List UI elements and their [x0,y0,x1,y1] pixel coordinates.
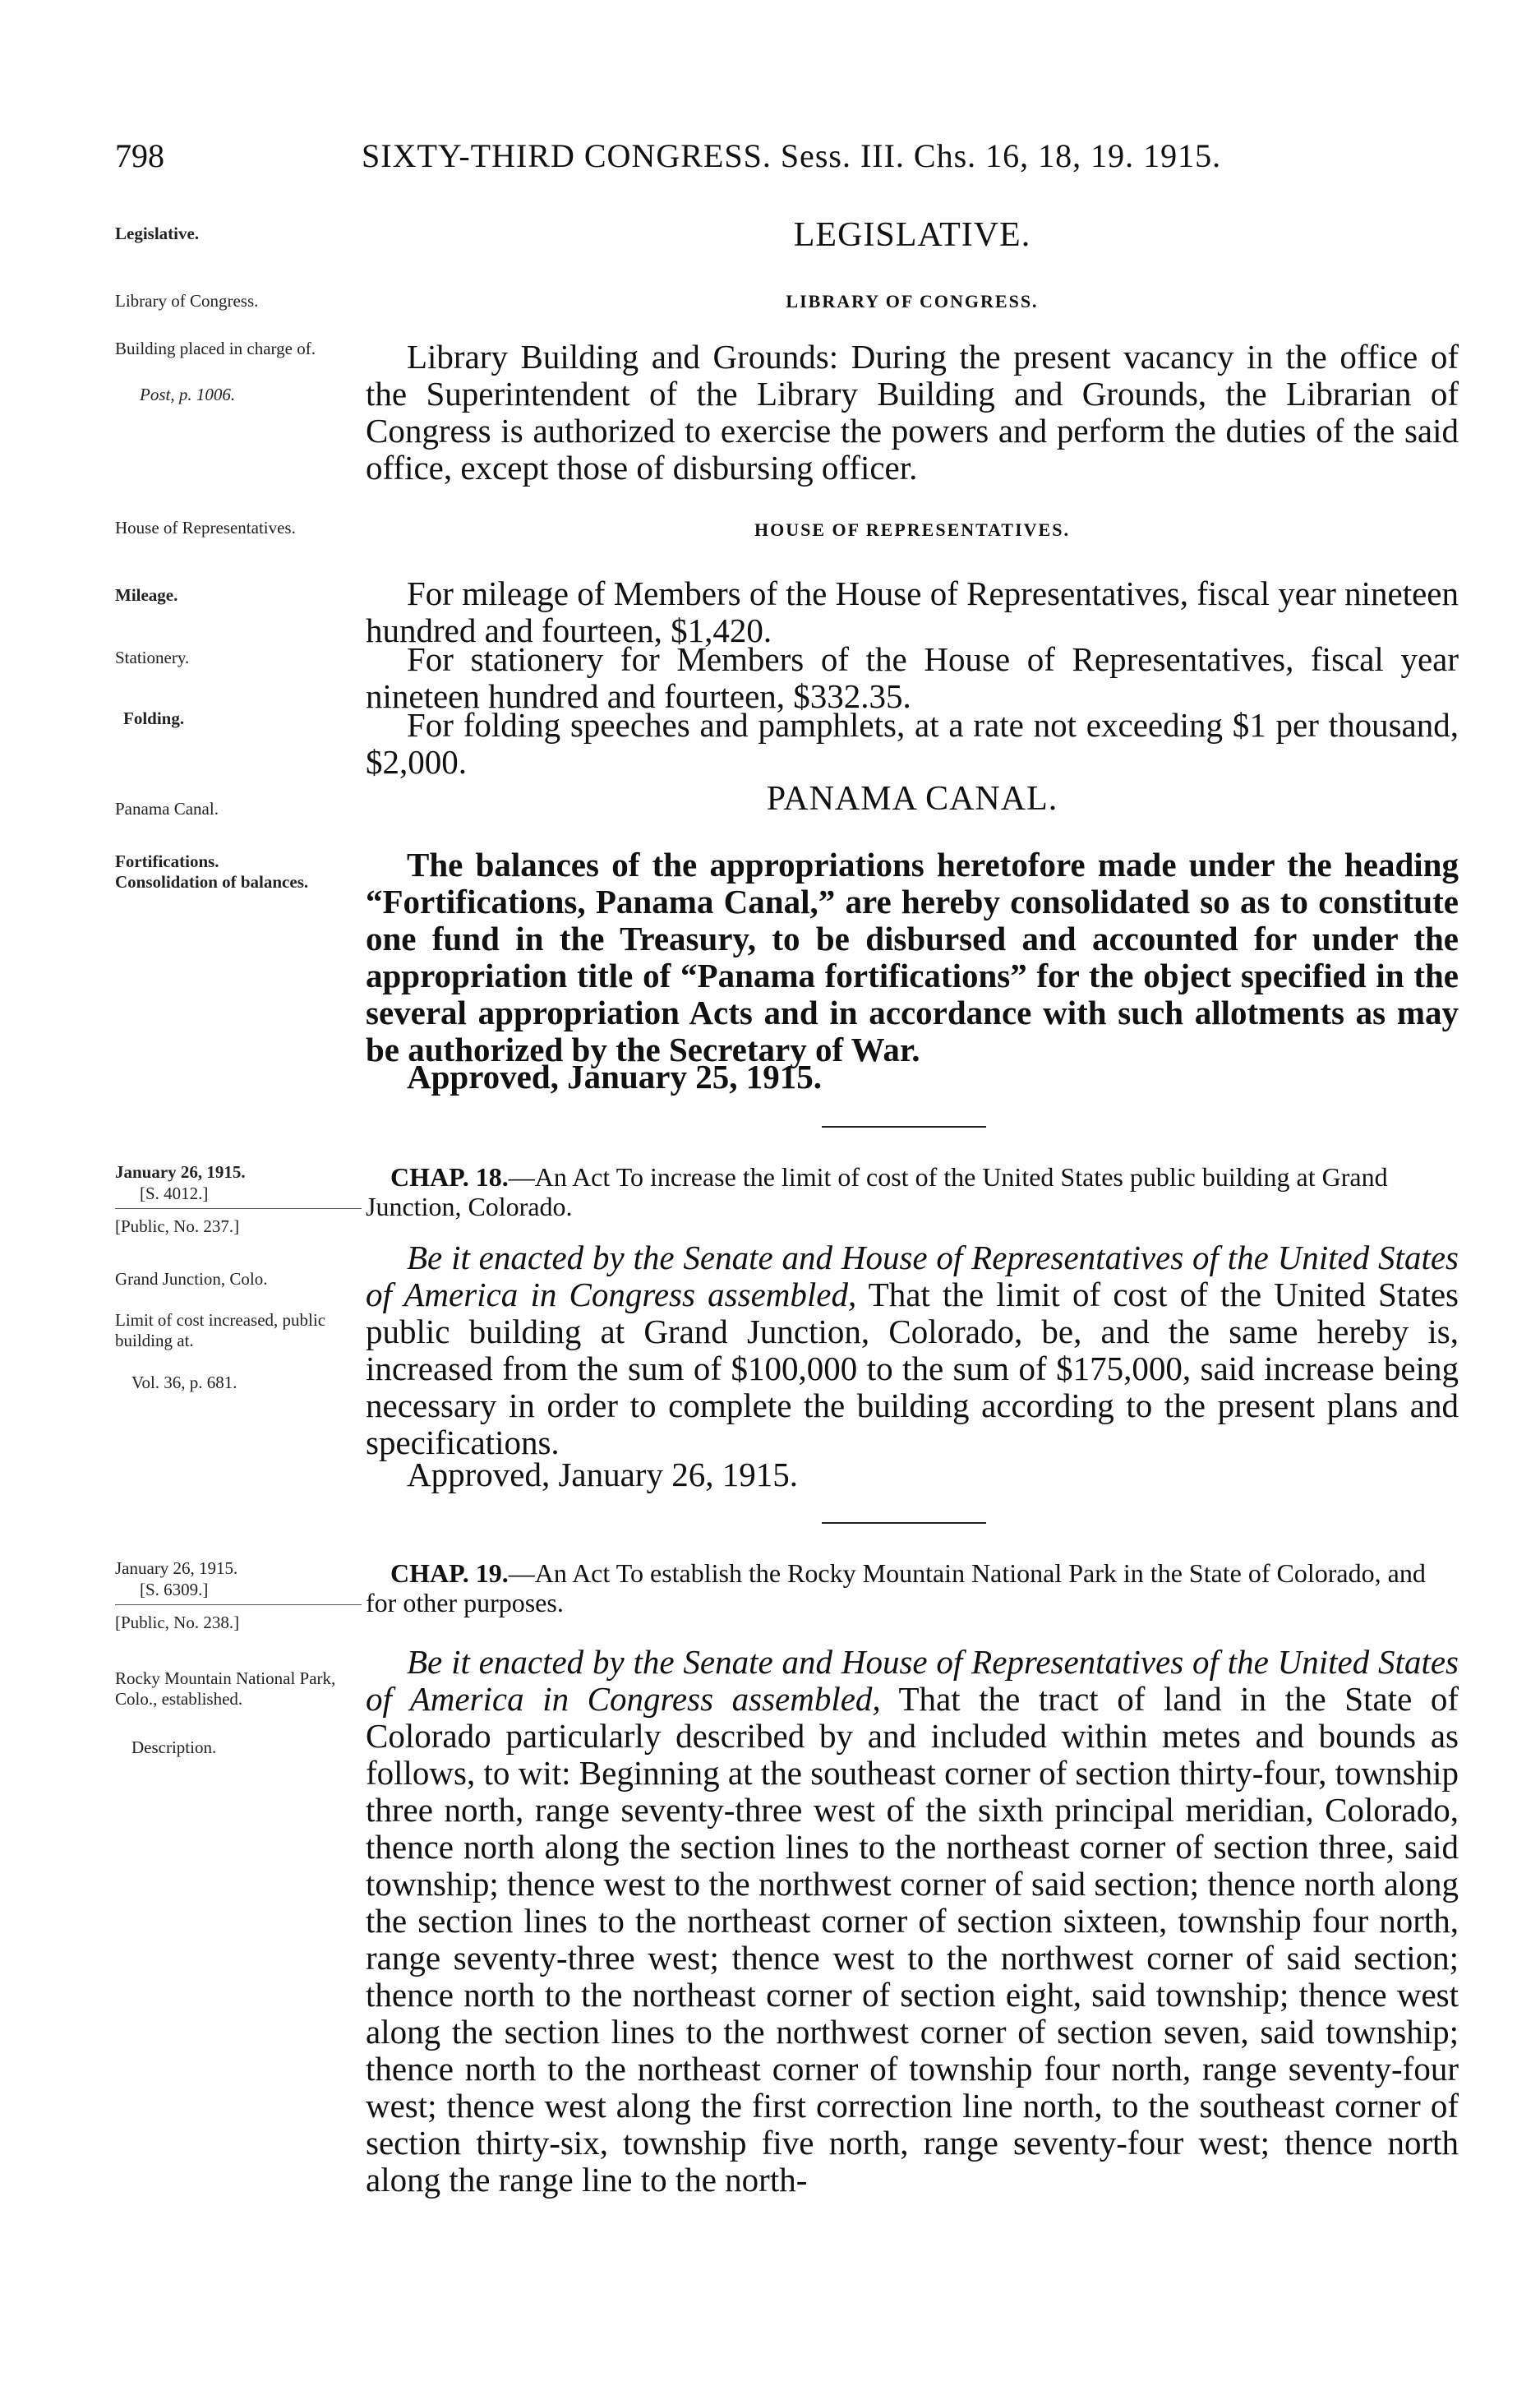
page-number: 798 [115,137,164,174]
heading-library-of-congress: LIBRARY OF CONGRESS. [786,291,1039,311]
margin-note-ch19-bill: [S. 6309.] [140,1580,209,1599]
chapter-18-title [366,1162,1459,1221]
margin-note-ch19-topic: Rocky Mountain National Park, Colo., established. [115,1668,336,1709]
paragraph-folding: For folding speeches and pamphlets, at a rate not exceeding $1 per thousand, $2,000. [366,706,1459,781]
margin-note-fortifications: Fortifications. [115,851,219,871]
margin-note-building-ref: Post, p. 1006. [140,385,236,404]
approved-line: Approved, January 25, 1915. [407,1058,822,1096]
chapter-19-label: CHAP. 19. [390,1558,509,1588]
enacting-clause: Be it enacted by the Senate and House of Representatives of the United States of America in Congress assembled, [366,1643,1459,1718]
margin-note-stationery: Stationery. [115,648,190,667]
margin-note-folding: Folding. [123,708,185,728]
enacting-clause: Be it enacted by the Senate and House of Representatives of the United States of America in Congress assembled, [366,1239,1459,1313]
running-title: SIXTY-THIRD CONGRESS. Sess. III. Chs. 16, 18, 19. 1915. [362,137,1222,174]
chapter-19-title [366,1558,1459,1617]
margin-note-ch19-public: [Public, No. 238.] [115,1613,240,1632]
paragraph-mileage: For mileage of Members of the House of Representatives, fiscal year nineteen hundred and fourteen, $1,420. [366,574,1459,649]
margin-note-ch19-desc: Description. [131,1737,217,1757]
margin-note-ch18-limit: Limit of cost increased, public building at. [115,1310,326,1350]
chapter-18-body [366,1239,1459,1461]
heading-legislative: LEGISLATIVE. [793,216,1031,254]
margin-note-panama: Panama Canal. [115,799,219,819]
margin-note-ch18-public: [Public, No. 237.] [115,1216,240,1236]
margin-note-library: Library of Congress. [115,291,259,311]
margin-rule [115,1208,362,1209]
heading-panama-canal: PANAMA CANAL. [766,780,1058,818]
paragraph-panama: The balances of the appropriations heretofore made under the heading “Fortifications, Panama Canal,” are hereby consolidated so as to constitute one fund in the Treasury, to be disbursed and accounted for under the appropriation title of “Panama fortifications” for the object specified in the several appropriation Acts and in accordance with such allotments as may be authorized by the Secretary of War. [366,846,1459,1068]
chapter-19-body [366,1644,1459,2199]
chapter-18-text: That the limit of cost of the United States public building at Grand Junction, Colorado, be, and the same hereby is, increased from the sum of $100,000 to the sum of $175,000, said increase being necessary in order to complete the building according to the present plans and specifications. [366,1276,1459,1461]
chapter-18-title-text: —An Act To increase the limit of cost of the United States public building at Grand Junction, Colorado. [366,1162,1388,1221]
section-divider [822,1522,986,1524]
margin-note-ch18-bill: [S. 4012.] [140,1184,209,1203]
margin-note-legislative: Legislative. [115,224,200,243]
section-divider [822,1126,986,1128]
margin-note-consolidation: Consolidation of balances. [115,872,309,892]
paragraph-stationery: For stationery for Members of the House of Representatives, fiscal year nineteen hundred and fourteen, $332.35. [366,640,1459,715]
margin-note-mileage: Mileage. [115,585,178,605]
heading-house: HOUSE OF REPRESENTATIVES. [754,519,1070,540]
chapter-19-title-text: —An Act To establish the Rocky Mountain National Park in the State of Colorado, and for other purposes. [366,1558,1426,1617]
paragraph-library: Library Building and Grounds: During the present vacancy in the office of the Superintendent of the Library Building and Grounds, the Librarian of Congress is authorized to exercise the powers and perform the duties of the said office, except those of disbursing officer. [366,338,1459,487]
margin-rule [115,1604,362,1605]
margin-note-ch18-topic: Grand Junction, Colo. [115,1269,268,1289]
margin-note-ch18-vol: Vol. 36, p. 681. [131,1373,237,1392]
margin-note-ch18-date: January 26, 1915. [115,1162,246,1182]
chapter-19-text: That the tract of land in the State of Colorado particularly described by and included within metes and bounds as follows, to wit: Beginning at the southeast corner of section thirty-four, township three north, range seventy-three west of the sixth principal meridian, Colorado, thence north along the section lines to the northeast corner of section three, said township; thence west to the northwest corner of said section; thence north along the section lines to the northeast corner of section sixteen, township four north, range seventy-three west; thence west to the northwest corner of said section; thence north to the northeast corner of section eight, said township; thence west along the section lines to the northwest corner of section seven, said township; thence north to the northeast corner of township four north, range seventy-four west; thence west along the first correction line north, to the southeast corner of section thirty-six, township five north, range seventy-four west; thence north along the range line to the north- [366,1680,1459,2199]
margin-note-ch19-date: January 26, 1915. [115,1558,238,1578]
margin-note-house: House of Representatives. [115,518,296,538]
approved-line: Approved, January 26, 1915. [407,1456,798,1493]
running-head [115,132,1446,181]
margin-note-building: Building placed in charge of. [115,339,316,358]
chapter-18-label: CHAP. 18. [390,1162,509,1192]
